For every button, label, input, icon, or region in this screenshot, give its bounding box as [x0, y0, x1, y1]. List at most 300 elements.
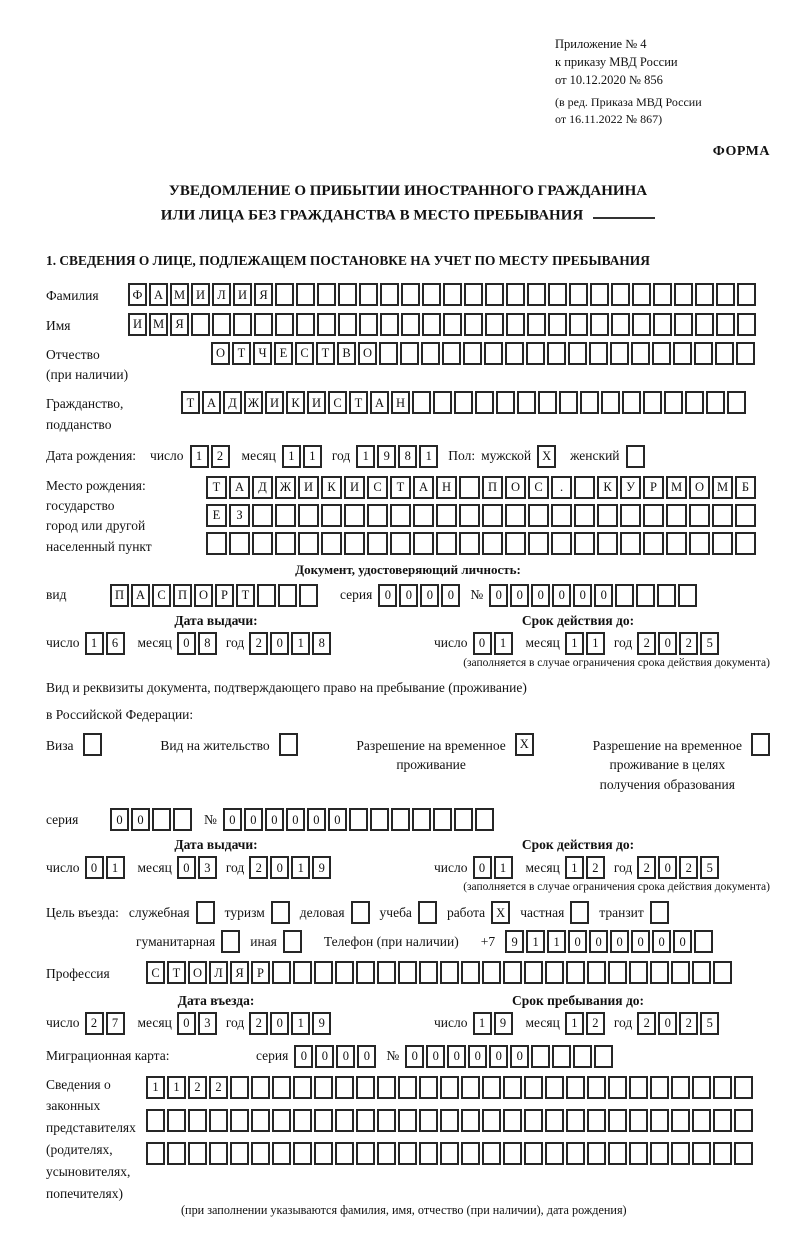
- char-cell[interactable]: [632, 283, 651, 306]
- char-cell[interactable]: 2: [249, 632, 268, 655]
- char-cell[interactable]: [314, 1076, 333, 1099]
- char-cell[interactable]: К: [597, 476, 618, 499]
- char-cell[interactable]: [590, 283, 609, 306]
- char-cell[interactable]: [643, 391, 662, 414]
- char-cell[interactable]: [359, 313, 378, 336]
- char-cell[interactable]: [391, 808, 410, 831]
- char-cell[interactable]: [436, 532, 457, 555]
- char-cell[interactable]: [338, 283, 357, 306]
- char-cell[interactable]: [629, 1076, 648, 1099]
- char-cell[interactable]: [221, 930, 240, 953]
- char-cell[interactable]: X: [491, 901, 510, 924]
- char-cell[interactable]: [666, 532, 687, 555]
- char-cell[interactable]: [377, 1109, 396, 1132]
- char-cell[interactable]: [650, 961, 669, 984]
- char-cell[interactable]: [559, 391, 578, 414]
- char-cell[interactable]: Р: [643, 476, 664, 499]
- char-cell[interactable]: 2: [679, 1012, 698, 1035]
- char-cell[interactable]: [167, 1142, 186, 1165]
- char-cell[interactable]: 0: [473, 856, 492, 879]
- char-cell[interactable]: 1: [190, 445, 209, 468]
- char-cell[interactable]: 9: [505, 930, 524, 953]
- char-cell[interactable]: [317, 283, 336, 306]
- char-cell[interactable]: 2: [679, 856, 698, 879]
- char-cell[interactable]: С: [328, 391, 347, 414]
- char-cell[interactable]: 2: [586, 856, 605, 879]
- char-cell[interactable]: 0: [552, 584, 571, 607]
- char-cell[interactable]: [506, 283, 525, 306]
- char-cell[interactable]: [351, 901, 370, 924]
- char-cell[interactable]: [505, 342, 524, 365]
- char-cell[interactable]: 1: [494, 856, 513, 879]
- char-cell[interactable]: [251, 1076, 270, 1099]
- char-cell[interactable]: [398, 1142, 417, 1165]
- char-cell[interactable]: [188, 1142, 207, 1165]
- char-cell[interactable]: [436, 504, 457, 527]
- char-cell[interactable]: А: [370, 391, 389, 414]
- char-cell[interactable]: [527, 283, 546, 306]
- char-cell[interactable]: [380, 313, 399, 336]
- char-cell[interactable]: [146, 1109, 165, 1132]
- char-cell[interactable]: О: [194, 584, 213, 607]
- char-cell[interactable]: [257, 584, 276, 607]
- char-cell[interactable]: 0: [589, 930, 608, 953]
- char-cell[interactable]: [736, 342, 755, 365]
- char-cell[interactable]: Я: [170, 313, 189, 336]
- char-cell[interactable]: [443, 313, 462, 336]
- char-cell[interactable]: [692, 1142, 711, 1165]
- char-cell[interactable]: 1: [565, 632, 584, 655]
- char-cell[interactable]: [713, 961, 732, 984]
- char-cell[interactable]: [650, 1076, 669, 1099]
- char-cell[interactable]: [574, 532, 595, 555]
- char-cell[interactable]: 0: [610, 930, 629, 953]
- char-cell[interactable]: [569, 283, 588, 306]
- char-cell[interactable]: И: [307, 391, 326, 414]
- char-cell[interactable]: 8: [198, 632, 217, 655]
- char-cell[interactable]: [631, 342, 650, 365]
- char-cell[interactable]: [666, 504, 687, 527]
- char-cell[interactable]: [671, 961, 690, 984]
- char-cell[interactable]: Л: [212, 283, 231, 306]
- char-cell[interactable]: [379, 342, 398, 365]
- char-cell[interactable]: [418, 901, 437, 924]
- char-cell[interactable]: [580, 391, 599, 414]
- char-cell[interactable]: 3: [198, 856, 217, 879]
- char-cell[interactable]: 0: [658, 632, 677, 655]
- char-cell[interactable]: [356, 1076, 375, 1099]
- char-cell[interactable]: [528, 532, 549, 555]
- char-cell[interactable]: 1: [419, 445, 438, 468]
- char-cell[interactable]: 0: [328, 808, 347, 831]
- char-cell[interactable]: [440, 1076, 459, 1099]
- char-cell[interactable]: Т: [349, 391, 368, 414]
- char-cell[interactable]: С: [146, 961, 165, 984]
- title-blank[interactable]: [593, 204, 655, 220]
- char-cell[interactable]: И: [128, 313, 147, 336]
- char-cell[interactable]: 9: [377, 445, 396, 468]
- char-cell[interactable]: Р: [215, 584, 234, 607]
- char-cell[interactable]: [734, 1142, 753, 1165]
- char-cell[interactable]: [230, 1076, 249, 1099]
- char-cell[interactable]: 0: [489, 1045, 508, 1068]
- char-cell[interactable]: О: [358, 342, 377, 365]
- char-cell[interactable]: 9: [494, 1012, 513, 1035]
- char-cell[interactable]: 1: [303, 445, 322, 468]
- char-cell[interactable]: [433, 808, 452, 831]
- char-cell[interactable]: [464, 283, 483, 306]
- char-cell[interactable]: [695, 283, 714, 306]
- char-cell[interactable]: [293, 961, 312, 984]
- char-cell[interactable]: [589, 342, 608, 365]
- char-cell[interactable]: [390, 504, 411, 527]
- char-cell[interactable]: [233, 313, 252, 336]
- char-cell[interactable]: [400, 342, 419, 365]
- char-cell[interactable]: [484, 342, 503, 365]
- char-cell[interactable]: 0: [441, 584, 460, 607]
- char-cell[interactable]: [671, 1076, 690, 1099]
- char-cell[interactable]: [545, 1076, 564, 1099]
- char-cell[interactable]: [230, 1109, 249, 1132]
- char-cell[interactable]: И: [298, 476, 319, 499]
- char-cell[interactable]: 6: [106, 632, 125, 655]
- char-cell[interactable]: 0: [426, 1045, 445, 1068]
- char-cell[interactable]: [152, 808, 171, 831]
- char-cell[interactable]: [587, 1142, 606, 1165]
- char-cell[interactable]: [692, 961, 711, 984]
- char-cell[interactable]: 0: [265, 808, 284, 831]
- char-cell[interactable]: 7: [106, 1012, 125, 1035]
- char-cell[interactable]: [643, 532, 664, 555]
- char-cell[interactable]: [620, 504, 641, 527]
- char-cell[interactable]: Я: [230, 961, 249, 984]
- char-cell[interactable]: [548, 313, 567, 336]
- char-cell[interactable]: 0: [131, 808, 150, 831]
- char-cell[interactable]: А: [202, 391, 221, 414]
- char-cell[interactable]: 2: [85, 1012, 104, 1035]
- char-cell[interactable]: [611, 313, 630, 336]
- char-cell[interactable]: [459, 504, 480, 527]
- char-cell[interactable]: 0: [85, 856, 104, 879]
- char-cell[interactable]: 5: [700, 632, 719, 655]
- char-cell[interactable]: 2: [249, 856, 268, 879]
- char-cell[interactable]: [671, 1109, 690, 1132]
- char-cell[interactable]: [716, 283, 735, 306]
- char-cell[interactable]: 8: [398, 445, 417, 468]
- char-cell[interactable]: П: [110, 584, 129, 607]
- char-cell[interactable]: Т: [316, 342, 335, 365]
- char-cell[interactable]: [524, 1109, 543, 1132]
- char-cell[interactable]: [482, 1076, 501, 1099]
- char-cell[interactable]: [566, 961, 585, 984]
- char-cell[interactable]: [503, 1109, 522, 1132]
- char-cell[interactable]: Ч: [253, 342, 272, 365]
- char-cell[interactable]: 1: [494, 632, 513, 655]
- char-cell[interactable]: [442, 342, 461, 365]
- char-cell[interactable]: И: [265, 391, 284, 414]
- char-cell[interactable]: [751, 733, 770, 756]
- char-cell[interactable]: К: [321, 476, 342, 499]
- char-cell[interactable]: [608, 1109, 627, 1132]
- char-cell[interactable]: [611, 283, 630, 306]
- char-cell[interactable]: 0: [378, 584, 397, 607]
- char-cell[interactable]: 5: [700, 856, 719, 879]
- char-cell[interactable]: [569, 313, 588, 336]
- char-cell[interactable]: [610, 342, 629, 365]
- char-cell[interactable]: [296, 313, 315, 336]
- char-cell[interactable]: [650, 1142, 669, 1165]
- char-cell[interactable]: [212, 313, 231, 336]
- char-cell[interactable]: Ж: [275, 476, 296, 499]
- char-cell[interactable]: [737, 313, 756, 336]
- char-cell[interactable]: [443, 283, 462, 306]
- char-cell[interactable]: 0: [658, 856, 677, 879]
- char-cell[interactable]: Т: [390, 476, 411, 499]
- char-cell[interactable]: М: [149, 313, 168, 336]
- char-cell[interactable]: [380, 283, 399, 306]
- char-cell[interactable]: [629, 961, 648, 984]
- char-cell[interactable]: С: [367, 476, 388, 499]
- char-cell[interactable]: 2: [637, 1012, 656, 1035]
- char-cell[interactable]: 0: [631, 930, 650, 953]
- char-cell[interactable]: [401, 283, 420, 306]
- char-cell[interactable]: [461, 1076, 480, 1099]
- char-cell[interactable]: [272, 1076, 291, 1099]
- char-cell[interactable]: [275, 504, 296, 527]
- char-cell[interactable]: Н: [436, 476, 457, 499]
- char-cell[interactable]: [689, 532, 710, 555]
- char-cell[interactable]: 1: [586, 632, 605, 655]
- char-cell[interactable]: [370, 808, 389, 831]
- char-cell[interactable]: [209, 1109, 228, 1132]
- char-cell[interactable]: [716, 313, 735, 336]
- char-cell[interactable]: 0: [270, 1012, 289, 1035]
- char-cell[interactable]: 0: [315, 1045, 334, 1068]
- char-cell[interactable]: [419, 1109, 438, 1132]
- char-cell[interactable]: [272, 961, 291, 984]
- char-cell[interactable]: [344, 504, 365, 527]
- char-cell[interactable]: 1: [356, 445, 375, 468]
- char-cell[interactable]: [734, 1109, 753, 1132]
- char-cell[interactable]: [673, 342, 692, 365]
- char-cell[interactable]: 1: [291, 1012, 310, 1035]
- char-cell[interactable]: [517, 391, 536, 414]
- char-cell[interactable]: Т: [181, 391, 200, 414]
- char-cell[interactable]: [713, 1109, 732, 1132]
- char-cell[interactable]: А: [229, 476, 250, 499]
- char-cell[interactable]: [335, 1142, 354, 1165]
- char-cell[interactable]: [367, 504, 388, 527]
- char-cell[interactable]: [657, 584, 676, 607]
- char-cell[interactable]: 0: [336, 1045, 355, 1068]
- char-cell[interactable]: [735, 504, 756, 527]
- char-cell[interactable]: [344, 532, 365, 555]
- char-cell[interactable]: 5: [700, 1012, 719, 1035]
- char-cell[interactable]: [251, 1109, 270, 1132]
- char-cell[interactable]: [482, 532, 503, 555]
- char-cell[interactable]: В: [337, 342, 356, 365]
- char-cell[interactable]: 0: [357, 1045, 376, 1068]
- char-cell[interactable]: [398, 1109, 417, 1132]
- char-cell[interactable]: [461, 1142, 480, 1165]
- char-cell[interactable]: [377, 1076, 396, 1099]
- char-cell[interactable]: [398, 961, 417, 984]
- char-cell[interactable]: 8: [312, 632, 331, 655]
- char-cell[interactable]: Т: [206, 476, 227, 499]
- char-cell[interactable]: [335, 961, 354, 984]
- char-cell[interactable]: [594, 1045, 613, 1068]
- char-cell[interactable]: [737, 283, 756, 306]
- char-cell[interactable]: [601, 391, 620, 414]
- char-cell[interactable]: [574, 504, 595, 527]
- char-cell[interactable]: [545, 1109, 564, 1132]
- char-cell[interactable]: [636, 584, 655, 607]
- char-cell[interactable]: [629, 1109, 648, 1132]
- char-cell[interactable]: [503, 961, 522, 984]
- char-cell[interactable]: 1: [526, 930, 545, 953]
- char-cell[interactable]: 0: [531, 584, 550, 607]
- char-cell[interactable]: [496, 391, 515, 414]
- char-cell[interactable]: [485, 283, 504, 306]
- char-cell[interactable]: А: [131, 584, 150, 607]
- char-cell[interactable]: [356, 1142, 375, 1165]
- char-cell[interactable]: 3: [198, 1012, 217, 1035]
- char-cell[interactable]: Т: [167, 961, 186, 984]
- char-cell[interactable]: 1: [291, 856, 310, 879]
- char-cell[interactable]: [252, 504, 273, 527]
- char-cell[interactable]: [608, 1076, 627, 1099]
- char-cell[interactable]: 1: [565, 1012, 584, 1035]
- char-cell[interactable]: А: [413, 476, 434, 499]
- char-cell[interactable]: [713, 1142, 732, 1165]
- char-cell[interactable]: П: [482, 476, 503, 499]
- char-cell[interactable]: [283, 930, 302, 953]
- char-cell[interactable]: [359, 283, 378, 306]
- char-cell[interactable]: [271, 901, 290, 924]
- char-cell[interactable]: [547, 342, 566, 365]
- char-cell[interactable]: [398, 1076, 417, 1099]
- char-cell[interactable]: И: [233, 283, 252, 306]
- char-cell[interactable]: [485, 313, 504, 336]
- char-cell[interactable]: [314, 961, 333, 984]
- char-cell[interactable]: З: [229, 504, 250, 527]
- char-cell[interactable]: [527, 313, 546, 336]
- char-cell[interactable]: 9: [312, 1012, 331, 1035]
- char-cell[interactable]: [503, 1142, 522, 1165]
- char-cell[interactable]: 0: [307, 808, 326, 831]
- char-cell[interactable]: [188, 1109, 207, 1132]
- char-cell[interactable]: [712, 504, 733, 527]
- char-cell[interactable]: [454, 808, 473, 831]
- char-cell[interactable]: [293, 1142, 312, 1165]
- char-cell[interactable]: [321, 504, 342, 527]
- char-cell[interactable]: 2: [586, 1012, 605, 1035]
- char-cell[interactable]: [335, 1109, 354, 1132]
- char-cell[interactable]: 1: [565, 856, 584, 879]
- char-cell[interactable]: [422, 313, 441, 336]
- char-cell[interactable]: [574, 476, 595, 499]
- char-cell[interactable]: Ж: [244, 391, 263, 414]
- char-cell[interactable]: [230, 1142, 249, 1165]
- char-cell[interactable]: [692, 1076, 711, 1099]
- char-cell[interactable]: [279, 733, 298, 756]
- char-cell[interactable]: 0: [573, 584, 592, 607]
- char-cell[interactable]: [167, 1109, 186, 1132]
- char-cell[interactable]: [652, 342, 671, 365]
- char-cell[interactable]: [674, 283, 693, 306]
- char-cell[interactable]: 0: [510, 584, 529, 607]
- char-cell[interactable]: У: [620, 476, 641, 499]
- char-cell[interactable]: [597, 504, 618, 527]
- char-cell[interactable]: [454, 391, 473, 414]
- char-cell[interactable]: [475, 391, 494, 414]
- char-cell[interactable]: 0: [286, 808, 305, 831]
- char-cell[interactable]: [692, 1109, 711, 1132]
- char-cell[interactable]: С: [528, 476, 549, 499]
- char-cell[interactable]: [209, 1142, 228, 1165]
- char-cell[interactable]: [413, 504, 434, 527]
- char-cell[interactable]: [275, 313, 294, 336]
- char-cell[interactable]: [551, 532, 572, 555]
- char-cell[interactable]: [275, 532, 296, 555]
- char-cell[interactable]: О: [188, 961, 207, 984]
- char-cell[interactable]: Т: [236, 584, 255, 607]
- char-cell[interactable]: [412, 808, 431, 831]
- char-cell[interactable]: [314, 1109, 333, 1132]
- char-cell[interactable]: [545, 1142, 564, 1165]
- char-cell[interactable]: [573, 1045, 592, 1068]
- char-cell[interactable]: [412, 391, 431, 414]
- char-cell[interactable]: С: [152, 584, 171, 607]
- char-cell[interactable]: [629, 1142, 648, 1165]
- char-cell[interactable]: М: [170, 283, 189, 306]
- char-cell[interactable]: [229, 532, 250, 555]
- char-cell[interactable]: [272, 1142, 291, 1165]
- char-cell[interactable]: Д: [223, 391, 242, 414]
- char-cell[interactable]: [524, 1142, 543, 1165]
- char-cell[interactable]: [505, 504, 526, 527]
- char-cell[interactable]: 1: [547, 930, 566, 953]
- char-cell[interactable]: Р: [251, 961, 270, 984]
- char-cell[interactable]: [482, 1109, 501, 1132]
- char-cell[interactable]: [503, 1076, 522, 1099]
- char-cell[interactable]: [272, 1109, 291, 1132]
- char-cell[interactable]: [482, 1142, 501, 1165]
- char-cell[interactable]: 0: [223, 808, 242, 831]
- char-cell[interactable]: [632, 313, 651, 336]
- char-cell[interactable]: Л: [209, 961, 228, 984]
- char-cell[interactable]: [314, 1142, 333, 1165]
- char-cell[interactable]: К: [286, 391, 305, 414]
- char-cell[interactable]: [712, 532, 733, 555]
- char-cell[interactable]: И: [191, 283, 210, 306]
- char-cell[interactable]: [278, 584, 297, 607]
- char-cell[interactable]: [377, 961, 396, 984]
- char-cell[interactable]: [622, 391, 641, 414]
- char-cell[interactable]: 0: [294, 1045, 313, 1068]
- char-cell[interactable]: [252, 532, 273, 555]
- char-cell[interactable]: П: [173, 584, 192, 607]
- char-cell[interactable]: [461, 1109, 480, 1132]
- char-cell[interactable]: С: [295, 342, 314, 365]
- char-cell[interactable]: 0: [468, 1045, 487, 1068]
- char-cell[interactable]: [390, 532, 411, 555]
- char-cell[interactable]: [440, 961, 459, 984]
- char-cell[interactable]: М: [712, 476, 733, 499]
- char-cell[interactable]: [528, 504, 549, 527]
- char-cell[interactable]: О: [689, 476, 710, 499]
- char-cell[interactable]: [694, 930, 713, 953]
